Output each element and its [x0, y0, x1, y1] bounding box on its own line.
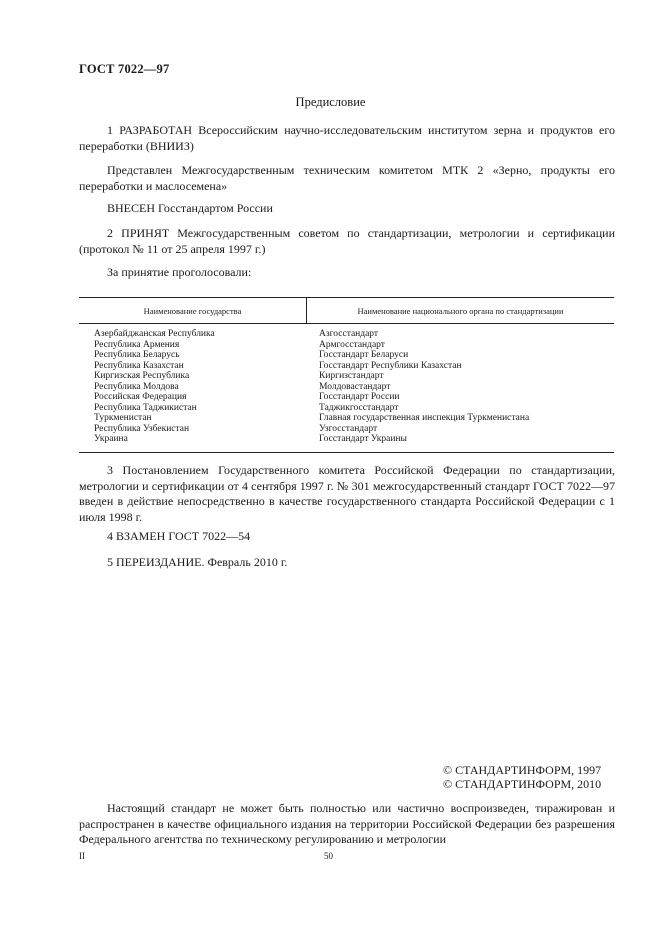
state-cell: Республика Казахстан: [94, 360, 184, 371]
body-cell: Госстандарт России: [319, 392, 400, 402]
item-5-reissue: 5 ПЕРЕИЗДАНИЕ. Февраль 2010 г.: [107, 555, 288, 569]
item-1-introduced: ВНЕСЕН Госстандартом России: [107, 201, 273, 215]
body-cell: Армгосстандарт: [319, 339, 385, 350]
page-title: Предисловие: [295, 95, 366, 109]
state-cell: Туркменистан: [94, 413, 152, 423]
state-cell: Азербайджанская Республика: [94, 329, 215, 339]
table-header-state: Наименование государства: [143, 306, 242, 316]
state-cell: Республика Таджикистан: [94, 402, 197, 413]
body-cell: Госстандарт Беларуси: [319, 350, 409, 360]
state-cell: Республика Армения: [94, 339, 180, 350]
state-cell: Киргизская Республика: [94, 371, 190, 381]
copyright-2010: © СТАНДАРТИНФОРМ, 2010: [443, 777, 602, 791]
body-cell: Госстандарт Республики Казахстан: [319, 360, 462, 371]
copyright-1997: © СТАНДАРТИНФОРМ, 1997: [443, 763, 602, 777]
body-cell: Главная государственная инспекция Туркменистана: [319, 413, 530, 423]
body-cell: Молдовастандарт: [319, 381, 391, 392]
table-header-body: Наименование национального органа по стандартизации: [357, 306, 564, 316]
state-column: [94, 329, 304, 445]
body-cell: Узгосстандарт: [319, 423, 378, 434]
standard-code: ГОСТ 7022—97: [79, 62, 170, 76]
roman-page-marker: II: [79, 851, 85, 861]
state-cell: Республика Узбекистан: [94, 423, 190, 434]
table-header-rule: [79, 323, 614, 324]
body-column: [319, 329, 609, 445]
voting-table: [79, 297, 614, 453]
item-1-developed: 1 РАЗРАБОТАН Всероссийским научно-исследовательским институтом зерна и продуктов его переработки (ВНИИЗ): [79, 123, 615, 153]
item-3-resolution: 3 Постановлением Государственного комитета Российской Федерации по стандартизации, метрологии и сертификации от 4 сентября 1997 г. № 301 межгосударственный стандарт ГОСТ 7022—97 введен в действие непосредственно в качестве государственного стандарта Российской Федерации с 1 июля 1998 г.: [79, 463, 615, 524]
body-cell: Азгосстандарт: [319, 329, 379, 339]
item-2-adopted: 2 ПРИНЯТ Межгосударственным советом по стандартизации, метрологии и сертификации (протокол № 11 от 25 апреля 1997 г.): [79, 226, 615, 256]
body-cell: Киргизстандарт: [319, 371, 384, 381]
state-cell: Республика Беларусь: [94, 350, 180, 360]
page-number: 50: [324, 851, 333, 861]
state-cell: Украина: [94, 434, 128, 444]
item-1-presented: Представлен Межгосударственным техническим комитетом МТК 2 «Зерно, продукты его переработки и маслосемена»: [79, 163, 615, 193]
state-cell: Российская Федерация: [94, 392, 187, 402]
body-cell: Таджикгосстандарт: [319, 402, 399, 413]
state-cell: Республика Молдова: [94, 381, 179, 392]
item-4-replaces: 4 ВЗАМЕН ГОСТ 7022—54: [107, 529, 251, 543]
body-cell: Госстандарт Украины: [319, 434, 407, 444]
voted-label: За принятие проголосовали:: [107, 265, 252, 279]
reproduction-notice: Настоящий стандарт не может быть полностью или частично воспроизведен, тиражирован и распространен в качестве официального издания на территории Российской Федерации без разрешения Федерального агентства по техническому регулированию и метрологии: [79, 801, 615, 846]
